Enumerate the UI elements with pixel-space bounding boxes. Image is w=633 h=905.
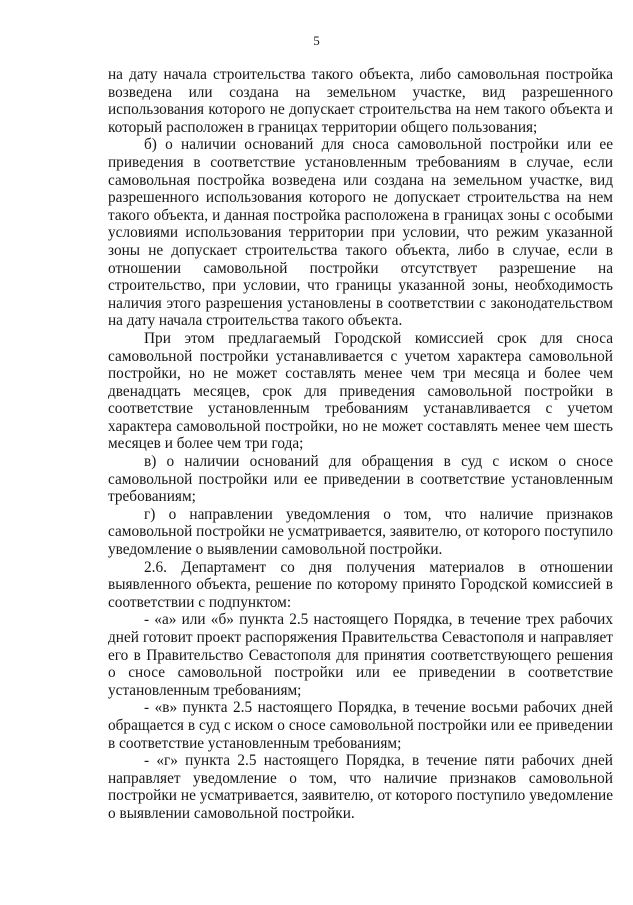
page-number: 5 — [313, 33, 320, 48]
list-item-v: - «в» пункта 2.5 настоящего Порядка, в течение восьми рабочих дней обращается в суд с иском о сносе самовольной постройки или ее приведении в соответствие установленным требованиям; — [108, 699, 613, 752]
paragraph-g: г) о направлении уведомления о том, что наличие признаков самовольной постройки не усматривается, заявителю, от которого поступило уведомление о выявлении самовольной постройки. — [108, 505, 613, 559]
list-item-g: - «г» пункта 2.5 настоящего Порядка, в течение пяти рабочих дней направляет уведомление о том, что наличие признаков самовольной постройки не усматривается, заявителю, от которого поступило уведомление о выявлении самовольной постройки. — [108, 752, 613, 822]
document-body — [108, 66, 613, 823]
list-item-a-b: - «а» или «б» пункта 2.5 настоящего Порядка, в течение трех рабочих дней готовит проект распоряжения Правительства Севастополя и направляет его в Правительство Севастополя для принятия соответствующего решения о сносе самовольной постройки или ее приведении в соответствие установленным требованиям; — [108, 611, 613, 699]
paragraph-b: б) о наличии оснований для сноса самовольной постройки или ее приведения в соответствие установленным требованиям в случае, если самовольная постройка возведена или создана на земельном участке, вид разрешенного использования которого не допускает строительства на нем такого объекта, и данная постройка расположена в границах зоны с особыми условиями использования территории при условии, что режим указанной зоны не допускает строительства такого объекта, либо в случае, если в отношении самовольной постройки отсутствует разрешение на строительство, при условии, что границы указанной зоны, необходимость наличия этого разрешения установлены в соответствии с законодательством на дату начала строительства такого объекта. — [108, 136, 613, 330]
paragraph-v: в) о наличии оснований для обращения в суд с иском о сносе самовольной постройки или ее приведении в соответствие установленным требованиям; — [108, 453, 613, 506]
paragraph-term-conditions: При этом предлагаемый Городской комиссией срок для сноса самовольной постройки устанавливается с учетом характера самовольной постройки, но не может составлять менее чем три месяца и более чем двенадцать месяцев, срок для приведения самовольной постройки в соответствие установленным требованиям устанавливается с учетом характера самовольной постройки, но не может составлять менее чем шесть месяцев и более чем три года; — [108, 329, 613, 453]
paragraph-2-6: 2.6. Департамент со дня получения материалов в отношении выявленного объекта, решение по которому принято Городской комиссией в соответствии с подпунктом: — [108, 558, 613, 611]
paragraph-a-continuation: на дату начала строительства такого объекта, либо самовольная постройка возведена или создана на земельном участке, вид разрешенного использования которого не допускает строительства на нем такого объекта и который расположен в границах территории общего пользования; — [108, 66, 613, 136]
